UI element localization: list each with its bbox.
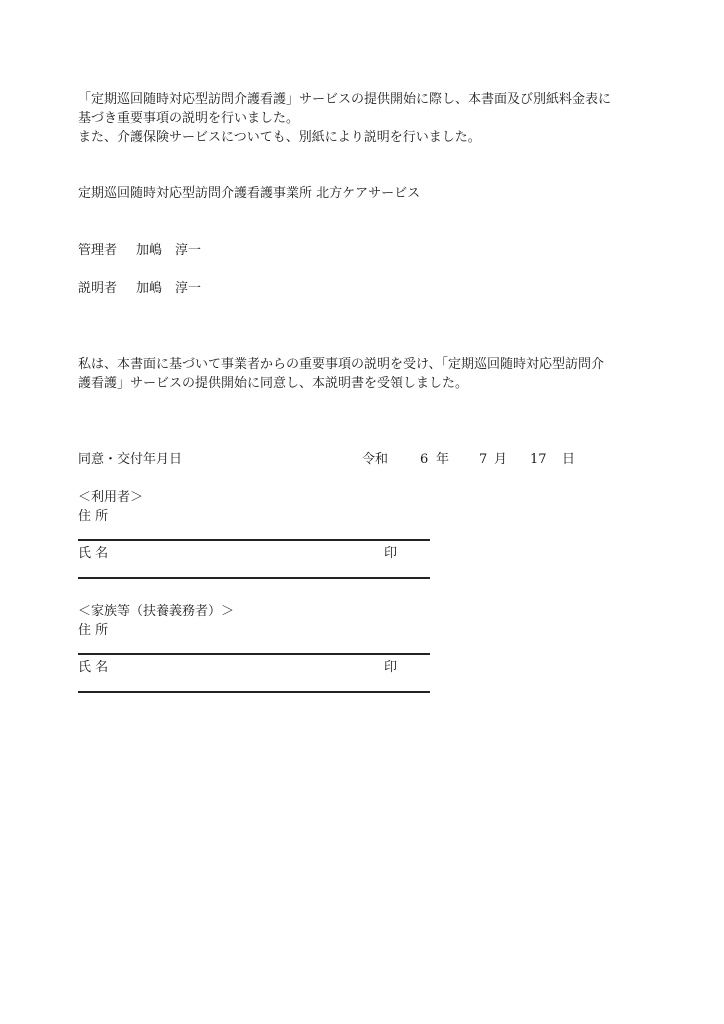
user-seal: 印 [384,546,398,561]
date-year: 6 [420,452,429,467]
user-address-line [78,539,430,541]
date-era: 令和 [362,452,389,467]
family-name-label: 氏 名 [78,660,109,675]
intro-line-2: 基づき重要事項の説明を行いました。 [78,111,300,126]
consent-line-2: 護看護」サービスの提供開始に同意し、本説明書を受領しました。 [78,376,469,391]
manager-label: 管理者 [78,243,118,258]
manager-name: 加嶋 淳一 [136,243,202,258]
office-name: 定期巡回随時対応型訪問介護看護事業所 北方ケアサービス [78,186,421,201]
date-day: 17 [530,452,547,467]
date-year-unit: 年 [436,452,450,467]
intro-line-1: 「定期巡回随時対応型訪問介護看護」サービスの提供開始に際し、本書面及び別紙料金表に [78,92,612,107]
consent-line-1: 私は、本書面に基づいて事業者からの重要事項の説明を受け、「定期巡回随時対応型訪問介 [78,357,604,372]
family-name-line [78,691,430,693]
explainer-label: 説明者 [78,281,118,296]
user-heading: ＜利用者＞ [78,490,144,505]
explainer-name: 加嶋 淳一 [136,281,202,296]
user-address-label: 住 所 [78,509,109,524]
family-seal: 印 [384,660,398,675]
family-address-label: 住 所 [78,623,109,638]
date-day-unit: 日 [562,452,576,467]
user-name-label: 氏 名 [78,546,109,561]
date-label: 同意・交付年月日 [78,452,183,467]
family-heading: ＜家族等（扶養義務者）＞ [78,604,235,619]
family-address-line [78,653,430,655]
date-month-unit: 月 [494,452,508,467]
intro-line-3: また、介護保険サービスについても、別紙により説明を行いました。 [78,130,481,145]
date-month: 7 [479,452,488,467]
user-name-line [78,577,430,579]
